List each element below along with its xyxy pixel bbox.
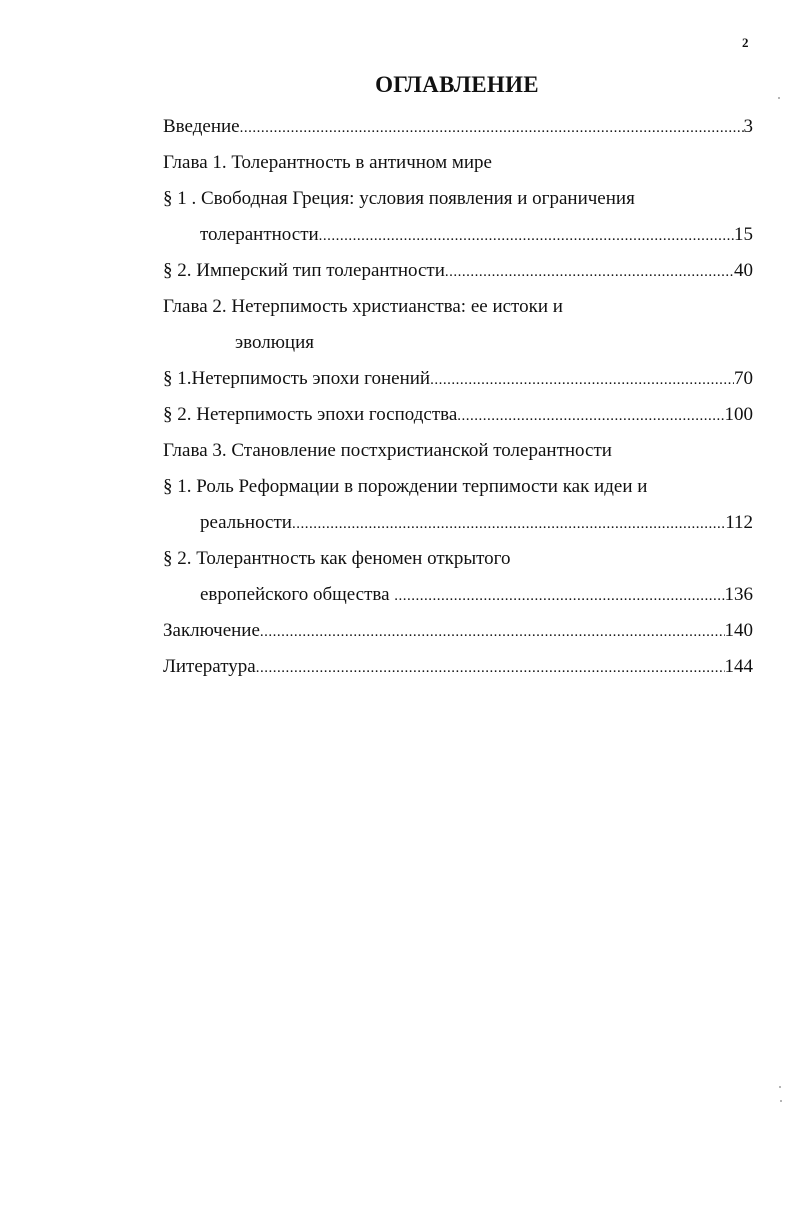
- toc-entry-page: 136: [724, 584, 753, 605]
- toc-chapter-2-line1[interactable]: Глава 2. Нетерпимость христианства: ее истоки и: [163, 296, 563, 317]
- toc-entry-ch1-s1[interactable]: [200, 223, 753, 247]
- toc-entry-label: § 1.Нетерпимость эпохи гонений: [163, 368, 431, 389]
- toc-entry-page: 40: [734, 260, 753, 281]
- dot-leader: [430, 368, 734, 392]
- toc-chapter-1[interactable]: Глава 1. Толерантность в античном мире: [163, 152, 492, 173]
- scan-speck: [779, 1086, 781, 1088]
- dot-leader: [457, 404, 724, 428]
- page-title: ОГЛАВЛЕНИЕ: [375, 72, 539, 97]
- toc-entry-ch3-s2[interactable]: [200, 583, 753, 607]
- toc-entry-label: европейского общества: [200, 584, 395, 605]
- toc-entry-ch3-s2-line1[interactable]: § 2. Толерантность как феномен открытого: [163, 548, 511, 569]
- toc-entry-label: толерантности: [200, 224, 319, 245]
- toc-entry-page: 112: [725, 512, 753, 533]
- toc-entry-page: 70: [734, 368, 753, 389]
- toc-entry-ch1-s1-line1[interactable]: § 1 . Свободная Греция: условия появления и ограничения: [163, 188, 635, 209]
- toc-entry-page: 144: [724, 656, 753, 677]
- toc-entry-page: 100: [724, 404, 753, 425]
- dot-leader: [292, 512, 725, 536]
- toc-entry-ch2-s1[interactable]: [163, 367, 753, 391]
- toc-entry-page: 140: [724, 620, 753, 641]
- toc-entry-literature[interactable]: [163, 655, 753, 679]
- dot-leader: [240, 116, 744, 140]
- toc-entry-ch3-s1-line1[interactable]: § 1. Роль Реформации в порождении терпимости как идеи и: [163, 476, 648, 497]
- toc-entry-label: Введение: [163, 116, 240, 137]
- toc-entry-ch1-s2[interactable]: [163, 259, 753, 283]
- toc-entry-ch2-s2[interactable]: [163, 403, 753, 427]
- dot-leader: [319, 224, 734, 248]
- dot-leader: [260, 620, 725, 644]
- dot-leader: [445, 260, 734, 284]
- toc-entry-label: Заключение: [163, 620, 260, 641]
- toc-entry-label: § 2. Нетерпимость эпохи господства: [163, 404, 458, 425]
- toc-chapter-2-line2[interactable]: эволюция: [235, 332, 314, 353]
- scan-speck: [780, 1100, 782, 1102]
- dot-leader: [256, 656, 725, 680]
- toc-entry-label: Литература: [163, 656, 256, 677]
- toc-entry-label: реальности: [200, 512, 292, 533]
- page-number: 2: [742, 35, 749, 50]
- toc-entry-ch3-s1[interactable]: [200, 511, 753, 535]
- toc-entry-label: § 2. Имперский тип толерантности: [163, 260, 445, 281]
- toc-entry-conclusion[interactable]: [163, 619, 753, 643]
- dot-leader: [394, 584, 724, 608]
- toc-chapter-3[interactable]: Глава 3. Становление постхристианской толерантности: [163, 440, 612, 461]
- toc-entry-page: 3: [743, 116, 753, 137]
- toc-entry-page: 15: [734, 224, 753, 245]
- toc-entry-intro[interactable]: [163, 115, 753, 139]
- scan-speck: [778, 97, 780, 99]
